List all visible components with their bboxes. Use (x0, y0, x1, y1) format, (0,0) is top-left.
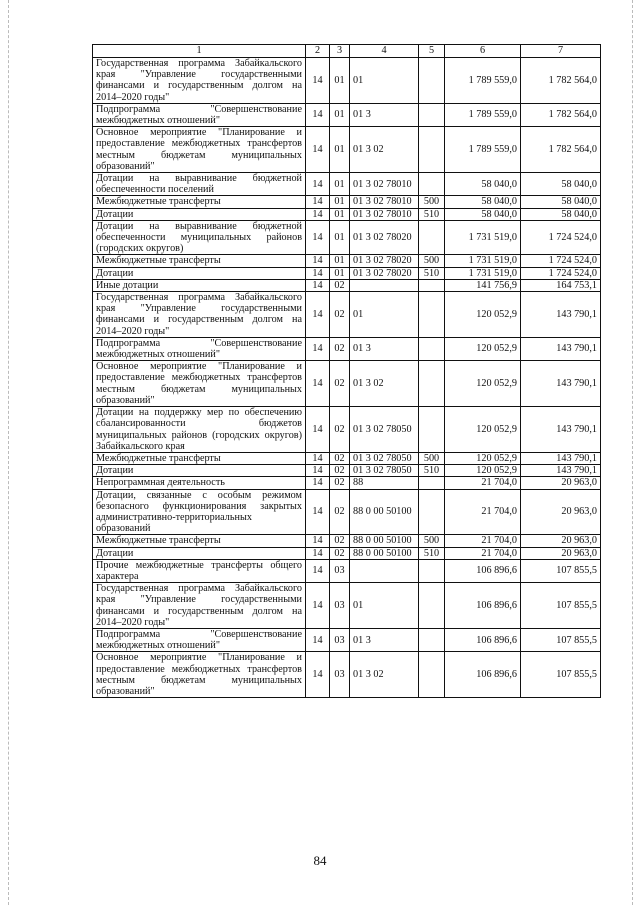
subsection-code-cell: 02 (330, 361, 350, 407)
expense-type-cell (419, 628, 445, 651)
target-article-cell: 01 3 02 78050 (350, 407, 419, 453)
table-row (93, 652, 601, 698)
table-row (93, 292, 601, 338)
expense-type-cell (419, 489, 445, 535)
item-name-cell: Дотации на поддержку мер по обеспечению сбалансированности бюджетов муниципальных районов (городских округов) Забайкальского края (93, 407, 306, 453)
subsection-code-cell: 02 (330, 489, 350, 535)
target-article-cell: 01 (350, 583, 419, 629)
table-row (93, 208, 601, 220)
expense-type-cell: 510 (419, 465, 445, 477)
expense-type-cell (419, 292, 445, 338)
item-name-cell: Межбюджетные трансферты (93, 255, 306, 267)
target-article-cell (350, 559, 419, 582)
subsection-code-cell: 02 (330, 337, 350, 360)
table-row (93, 628, 601, 651)
subsection-code-cell: 03 (330, 583, 350, 629)
item-name-cell: Государственная программа Забайкальского края "Управление государственными финансами и государственным долгом на 2014–2020 годы" (93, 583, 306, 629)
expense-type-cell: 500 (419, 196, 445, 208)
amount-year1-cell: 1 731 519,0 (445, 255, 521, 267)
amount-year2-cell: 1 782 564,0 (521, 103, 601, 126)
amount-year1-cell: 58 040,0 (445, 173, 521, 196)
amount-year1-cell: 1 731 519,0 (445, 267, 521, 279)
table-row (93, 103, 601, 126)
amount-year2-cell: 58 040,0 (521, 208, 601, 220)
table-row (93, 58, 601, 104)
section-code-cell: 14 (306, 547, 330, 559)
amount-year2-cell: 58 040,0 (521, 196, 601, 208)
subsection-code-cell: 03 (330, 559, 350, 582)
amount-year2-cell: 1 724 524,0 (521, 220, 601, 255)
table-row (93, 220, 601, 255)
amount-year1-cell: 1 789 559,0 (445, 58, 521, 104)
section-code-cell: 14 (306, 628, 330, 651)
expense-type-cell: 500 (419, 535, 445, 547)
target-article-cell: 01 3 02 78010 (350, 196, 419, 208)
header-cell: 7 (521, 45, 601, 58)
section-code-cell: 14 (306, 127, 330, 173)
subsection-code-cell: 01 (330, 103, 350, 126)
section-code-cell: 14 (306, 255, 330, 267)
table-row (93, 255, 601, 267)
expense-type-cell (419, 407, 445, 453)
subsection-code-cell: 03 (330, 652, 350, 698)
target-article-cell: 01 3 02 78050 (350, 465, 419, 477)
item-name-cell: Государственная программа Забайкальского края "Управление государственными финансами и государственным долгом на 2014–2020 годы" (93, 58, 306, 104)
section-code-cell: 14 (306, 220, 330, 255)
expense-type-cell (419, 477, 445, 489)
table-header-row (93, 45, 601, 58)
subsection-code-cell: 01 (330, 58, 350, 104)
target-article-cell: 01 3 02 (350, 127, 419, 173)
section-code-cell: 14 (306, 477, 330, 489)
item-name-cell: Непрограммная деятельность (93, 477, 306, 489)
item-name-cell: Иные дотации (93, 279, 306, 291)
amount-year2-cell: 107 855,5 (521, 583, 601, 629)
expense-type-cell (419, 559, 445, 582)
amount-year2-cell: 1 782 564,0 (521, 127, 601, 173)
section-code-cell: 14 (306, 465, 330, 477)
table-row (93, 279, 601, 291)
table-row (93, 196, 601, 208)
page-edge-right (632, 0, 634, 905)
item-name-cell: Подпрограмма "Совершенствование межбюджетных отношений" (93, 103, 306, 126)
item-name-cell: Дотации (93, 465, 306, 477)
item-name-cell: Дотации, связанные с особым режимом безопасного функционирования закрытых административно-территориальных образований (93, 489, 306, 535)
item-name-cell: Прочие межбюджетные трансферты общего характера (93, 559, 306, 582)
item-name-cell: Межбюджетные трансферты (93, 196, 306, 208)
target-article-cell: 01 3 02 78020 (350, 220, 419, 255)
amount-year1-cell: 120 052,9 (445, 465, 521, 477)
expense-type-cell: 500 (419, 452, 445, 464)
subsection-code-cell: 01 (330, 255, 350, 267)
section-code-cell: 14 (306, 559, 330, 582)
target-article-cell: 01 3 02 (350, 652, 419, 698)
expense-type-cell (419, 103, 445, 126)
expense-type-cell: 510 (419, 547, 445, 559)
target-article-cell: 01 3 (350, 628, 419, 651)
amount-year2-cell: 164 753,1 (521, 279, 601, 291)
amount-year2-cell: 107 855,5 (521, 652, 601, 698)
target-article-cell (350, 279, 419, 291)
header-cell: 3 (330, 45, 350, 58)
expense-type-cell (419, 583, 445, 629)
amount-year2-cell: 143 790,1 (521, 465, 601, 477)
section-code-cell: 14 (306, 103, 330, 126)
target-article-cell: 88 0 00 50100 (350, 547, 419, 559)
amount-year1-cell: 106 896,6 (445, 628, 521, 651)
amount-year1-cell: 1 731 519,0 (445, 220, 521, 255)
amount-year1-cell: 141 756,9 (445, 279, 521, 291)
expense-type-cell (419, 279, 445, 291)
expense-type-cell: 510 (419, 267, 445, 279)
table-row (93, 127, 601, 173)
subsection-code-cell: 02 (330, 535, 350, 547)
header-cell: 4 (350, 45, 419, 58)
table-row (93, 267, 601, 279)
table-row (93, 559, 601, 582)
header-cell: 5 (419, 45, 445, 58)
table-body (93, 58, 601, 698)
table-row (93, 452, 601, 464)
page-edge-left (8, 0, 10, 905)
amount-year2-cell: 143 790,1 (521, 452, 601, 464)
expense-type-cell: 510 (419, 208, 445, 220)
section-code-cell: 14 (306, 489, 330, 535)
subsection-code-cell: 02 (330, 477, 350, 489)
target-article-cell: 01 3 02 78010 (350, 208, 419, 220)
amount-year1-cell: 106 896,6 (445, 559, 521, 582)
subsection-code-cell: 03 (330, 628, 350, 651)
amount-year2-cell: 20 963,0 (521, 477, 601, 489)
expense-type-cell: 500 (419, 255, 445, 267)
target-article-cell: 01 3 02 78050 (350, 452, 419, 464)
expense-type-cell (419, 652, 445, 698)
item-name-cell: Дотации на выравнивание бюджетной обеспеченности муниципальных районов (городских округов) (93, 220, 306, 255)
budget-table (92, 44, 601, 698)
section-code-cell: 14 (306, 208, 330, 220)
header-cell: 1 (93, 45, 306, 58)
amount-year1-cell: 106 896,6 (445, 652, 521, 698)
table-row (93, 489, 601, 535)
section-code-cell: 14 (306, 452, 330, 464)
subsection-code-cell: 01 (330, 208, 350, 220)
expense-type-cell (419, 337, 445, 360)
header-cell: 6 (445, 45, 521, 58)
section-code-cell: 14 (306, 196, 330, 208)
amount-year2-cell: 1 724 524,0 (521, 267, 601, 279)
amount-year1-cell: 21 704,0 (445, 477, 521, 489)
target-article-cell: 01 3 02 78020 (350, 255, 419, 267)
subsection-code-cell: 02 (330, 279, 350, 291)
subsection-code-cell: 02 (330, 465, 350, 477)
amount-year1-cell: 1 789 559,0 (445, 103, 521, 126)
amount-year1-cell: 21 704,0 (445, 489, 521, 535)
target-article-cell: 88 (350, 477, 419, 489)
item-name-cell: Дотации (93, 208, 306, 220)
target-article-cell: 01 3 02 78010 (350, 173, 419, 196)
subsection-code-cell: 02 (330, 547, 350, 559)
target-article-cell: 01 3 02 78020 (350, 267, 419, 279)
table-row (93, 361, 601, 407)
item-name-cell: Межбюджетные трансферты (93, 452, 306, 464)
section-code-cell: 14 (306, 337, 330, 360)
item-name-cell: Основное мероприятие "Планирование и предоставление межбюджетных трансфертов местным бюджетам муниципальных образований" (93, 361, 306, 407)
expense-type-cell (419, 173, 445, 196)
expense-type-cell (419, 127, 445, 173)
expense-type-cell (419, 361, 445, 407)
amount-year1-cell: 58 040,0 (445, 196, 521, 208)
amount-year1-cell: 120 052,9 (445, 452, 521, 464)
subsection-code-cell: 02 (330, 407, 350, 453)
amount-year1-cell: 21 704,0 (445, 547, 521, 559)
amount-year1-cell: 120 052,9 (445, 337, 521, 360)
amount-year2-cell: 20 963,0 (521, 547, 601, 559)
subsection-code-cell: 01 (330, 196, 350, 208)
section-code-cell: 14 (306, 58, 330, 104)
subsection-code-cell: 01 (330, 173, 350, 196)
target-article-cell: 88 0 00 50100 (350, 535, 419, 547)
amount-year1-cell: 1 789 559,0 (445, 127, 521, 173)
target-article-cell: 01 3 02 (350, 361, 419, 407)
subsection-code-cell: 01 (330, 267, 350, 279)
item-name-cell: Государственная программа Забайкальского края "Управление государственными финансами и государственным долгом на 2014–2020 годы" (93, 292, 306, 338)
amount-year2-cell: 20 963,0 (521, 489, 601, 535)
table-row (93, 477, 601, 489)
section-code-cell: 14 (306, 279, 330, 291)
amount-year2-cell: 1 782 564,0 (521, 58, 601, 104)
section-code-cell: 14 (306, 535, 330, 547)
amount-year2-cell: 20 963,0 (521, 535, 601, 547)
target-article-cell: 01 3 (350, 337, 419, 360)
amount-year1-cell: 58 040,0 (445, 208, 521, 220)
amount-year1-cell: 106 896,6 (445, 583, 521, 629)
section-code-cell: 14 (306, 292, 330, 338)
target-article-cell: 01 3 (350, 103, 419, 126)
expense-type-cell (419, 220, 445, 255)
section-code-cell: 14 (306, 173, 330, 196)
table-row (93, 535, 601, 547)
subsection-code-cell: 02 (330, 292, 350, 338)
subsection-code-cell: 01 (330, 220, 350, 255)
item-name-cell: Дотации на выравнивание бюджетной обеспеченности поселений (93, 173, 306, 196)
item-name-cell: Подпрограмма "Совершенствование межбюджетных отношений" (93, 337, 306, 360)
target-article-cell: 01 (350, 58, 419, 104)
item-name-cell: Дотации (93, 547, 306, 559)
table-row (93, 337, 601, 360)
section-code-cell: 14 (306, 583, 330, 629)
item-name-cell: Дотации (93, 267, 306, 279)
amount-year2-cell: 58 040,0 (521, 173, 601, 196)
table-row (93, 407, 601, 453)
table-row (93, 583, 601, 629)
item-name-cell: Подпрограмма "Совершенствование межбюджетных отношений" (93, 628, 306, 651)
section-code-cell: 14 (306, 652, 330, 698)
amount-year2-cell: 143 790,1 (521, 361, 601, 407)
page-number: 84 (313, 853, 327, 868)
amount-year2-cell: 1 724 524,0 (521, 255, 601, 267)
item-name-cell: Основное мероприятие "Планирование и предоставление межбюджетных трансфертов местным бюджетам муниципальных образований" (93, 652, 306, 698)
amount-year2-cell: 143 790,1 (521, 407, 601, 453)
section-code-cell: 14 (306, 267, 330, 279)
amount-year2-cell: 107 855,5 (521, 628, 601, 651)
amount-year1-cell: 120 052,9 (445, 407, 521, 453)
table-row (93, 173, 601, 196)
amount-year1-cell: 21 704,0 (445, 535, 521, 547)
amount-year1-cell: 120 052,9 (445, 292, 521, 338)
section-code-cell: 14 (306, 361, 330, 407)
amount-year2-cell: 143 790,1 (521, 292, 601, 338)
item-name-cell: Основное мероприятие "Планирование и предоставление межбюджетных трансфертов местным бюджетам муниципальных образований" (93, 127, 306, 173)
subsection-code-cell: 01 (330, 127, 350, 173)
table-row (93, 547, 601, 559)
item-name-cell: Межбюджетные трансферты (93, 535, 306, 547)
header-cell: 2 (306, 45, 330, 58)
target-article-cell: 88 0 00 50100 (350, 489, 419, 535)
amount-year2-cell: 107 855,5 (521, 559, 601, 582)
subsection-code-cell: 02 (330, 452, 350, 464)
expense-type-cell (419, 58, 445, 104)
target-article-cell: 01 (350, 292, 419, 338)
amount-year1-cell: 120 052,9 (445, 361, 521, 407)
amount-year2-cell: 143 790,1 (521, 337, 601, 360)
section-code-cell: 14 (306, 407, 330, 453)
table-row (93, 465, 601, 477)
